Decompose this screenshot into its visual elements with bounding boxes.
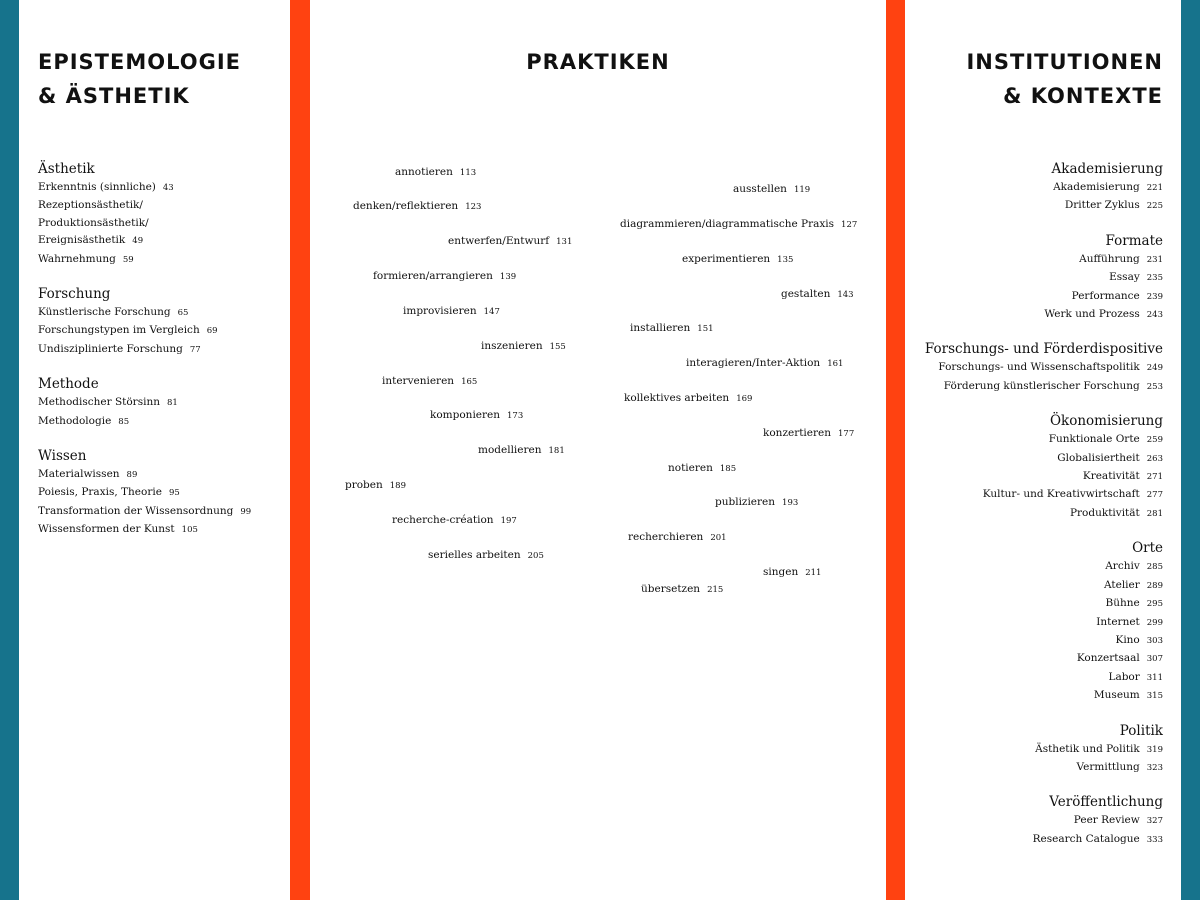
page-number: 99 <box>240 506 252 517</box>
page-number: 303 <box>1146 635 1163 646</box>
entry-label: Performance <box>1071 289 1140 302</box>
entry-label: Internet <box>1096 615 1140 628</box>
entry-label: Atelier <box>1103 578 1140 591</box>
index-group <box>901 340 1163 396</box>
index-entry <box>38 484 283 502</box>
group-title: Orte <box>1132 540 1163 557</box>
index-entry <box>901 650 1163 668</box>
practice-entry <box>448 234 572 249</box>
index-entry <box>38 521 283 539</box>
group-title: Akademisierung <box>1051 161 1163 177</box>
page-number: 169 <box>736 394 753 404</box>
entry-label: ausstellen <box>733 183 787 195</box>
page-number: 59 <box>122 254 134 265</box>
index-entry <box>901 179 1163 197</box>
entry-label: Peer Review <box>1073 814 1140 827</box>
practice-entry <box>781 287 854 302</box>
page-number: 113 <box>459 168 477 178</box>
page-number: 49 <box>132 236 144 247</box>
heading-institutionen <box>966 45 1163 113</box>
index-group <box>901 232 1163 325</box>
entry-label: Werk und Prozess <box>1044 308 1140 321</box>
entry-label: Kultur- und Kreativwirtschaft <box>982 488 1140 501</box>
index-group <box>901 722 1163 778</box>
page-number: 135 <box>777 255 794 265</box>
page-number: 239 <box>1146 291 1163 302</box>
entry-label: komponieren <box>430 409 501 421</box>
index-group <box>901 160 1163 216</box>
group-title: Wissen <box>38 448 87 465</box>
entry-label: interagieren/Inter-Aktion <box>686 357 821 369</box>
entry-label: Labor <box>1108 670 1140 683</box>
page-number: 249 <box>1146 363 1163 374</box>
entry-label: Konzertsaal <box>1076 652 1140 665</box>
entry-label: publizieren <box>715 496 776 508</box>
entry-label: Transformation der Wissensordnung <box>38 504 234 517</box>
page-number: 271 <box>1146 472 1163 483</box>
practice-entry <box>345 478 406 493</box>
index-group <box>38 160 283 269</box>
page-number: 323 <box>1146 762 1163 773</box>
heading-line: PRAKTIKEN <box>526 50 670 74</box>
page-number: 89 <box>126 470 138 481</box>
index-entry <box>38 503 283 521</box>
entry-label: Kino <box>1115 633 1140 646</box>
page-number: 327 <box>1146 816 1163 827</box>
index-group <box>38 285 283 359</box>
page-number: 277 <box>1146 490 1163 501</box>
page-number: 177 <box>838 429 855 439</box>
practice-entry <box>682 252 793 267</box>
practice-entry <box>382 374 477 389</box>
page-number: 211 <box>805 568 822 578</box>
practice-entry <box>478 443 565 458</box>
practice-entry <box>628 530 727 545</box>
index-entry <box>38 215 283 232</box>
page-number: 173 <box>507 411 524 421</box>
index-entry <box>901 269 1163 287</box>
group-title: Formate <box>1105 232 1163 249</box>
page-number: 147 <box>483 307 500 317</box>
entry-label: Wahrnehmung <box>38 252 116 265</box>
practice-entry <box>428 548 544 563</box>
left-teal-stripe <box>0 0 19 900</box>
group-title: Forschungs- und Förderdispositive <box>924 341 1163 358</box>
group-title: Methode <box>38 376 99 393</box>
index-entry <box>38 394 283 412</box>
entry-label: Archiv <box>1105 560 1140 573</box>
heading-praktiken <box>310 45 886 79</box>
entry-label: experimentieren <box>682 253 771 265</box>
index-entry <box>901 431 1163 449</box>
entry-label: kollektives arbeiten <box>624 392 730 404</box>
page-number: 127 <box>841 220 858 230</box>
entry-label: denken/reflektieren <box>353 200 459 212</box>
group-title: Ästhetik <box>38 161 95 177</box>
page-number: 119 <box>793 185 811 195</box>
index-group <box>38 375 283 431</box>
orange-stripe-1 <box>290 0 310 900</box>
page-number: 215 <box>707 585 724 595</box>
entry-label: Methodologie <box>38 414 112 427</box>
practice-entry <box>353 199 481 214</box>
page-number: 105 <box>181 525 198 536</box>
entry-label: inszenieren <box>481 340 543 352</box>
index-entry <box>38 413 283 431</box>
practice-entry <box>392 513 517 528</box>
entry-label: Rezeptionsästhetik/ <box>38 199 143 212</box>
practice-entry <box>373 269 516 284</box>
entry-label: Produktivität <box>1069 506 1140 519</box>
index-entry <box>901 468 1163 486</box>
page-number: 205 <box>527 551 544 561</box>
index-entry <box>901 378 1163 396</box>
entry-label: Materialwissen <box>38 468 120 481</box>
practice-entry <box>630 321 714 336</box>
page-number: 253 <box>1146 381 1163 392</box>
page-number: 315 <box>1146 691 1163 702</box>
entry-label: intervenieren <box>382 375 455 387</box>
index-entry <box>901 687 1163 705</box>
practice-entry <box>733 182 810 197</box>
right-teal-stripe <box>1181 0 1200 900</box>
index-entry <box>901 614 1163 632</box>
entry-label: Kreativität <box>1082 470 1140 483</box>
entry-label: Forschungstypen im Vergleich <box>38 324 200 337</box>
page-number: 289 <box>1146 580 1163 591</box>
index-entry <box>901 632 1163 650</box>
page-number: 185 <box>719 464 737 474</box>
practice-entry <box>763 426 854 441</box>
page-number: 155 <box>549 342 566 352</box>
entry-label: Erkenntnis (sinnliche) <box>38 181 156 193</box>
index-entry <box>38 341 283 359</box>
page-number: 161 <box>827 359 844 369</box>
page-number: 259 <box>1146 435 1163 446</box>
index-entry <box>38 466 283 484</box>
entry-label: diagrammieren/diagrammatische Praxis <box>620 218 835 230</box>
page-number: 307 <box>1146 654 1163 665</box>
entry-label: Museum <box>1093 689 1140 702</box>
practice-entry <box>668 461 736 476</box>
entry-label: Wissensformen der Kunst <box>38 523 175 536</box>
entry-label: Research Catalogue <box>1032 832 1140 845</box>
heading-line: & KONTEXTE <box>1003 84 1163 108</box>
entry-label: singen <box>763 566 799 578</box>
group-title: Ökonomisierung <box>1049 413 1163 430</box>
entry-label: Förderung künstlerischer Forschung <box>943 379 1140 392</box>
group-title: Politik <box>1119 722 1163 739</box>
index-entry <box>901 595 1163 613</box>
index-entry <box>901 759 1163 777</box>
index-entry <box>901 251 1163 269</box>
entry-label: Poiesis, Praxis, Theorie <box>38 486 162 499</box>
entry-label: Dritter Zyklus <box>1064 199 1140 212</box>
practice-entry <box>430 408 523 423</box>
entry-label: Essay <box>1109 271 1140 284</box>
index-entry <box>38 251 283 269</box>
page-number: 85 <box>118 416 130 427</box>
index-entry <box>901 741 1163 759</box>
page-number: 131 <box>556 237 573 247</box>
entry-label: Methodischer Störsinn <box>38 396 160 409</box>
epistemologie-column <box>38 160 283 556</box>
index-entry <box>901 577 1163 595</box>
practice-entry <box>403 304 500 319</box>
index-entry <box>901 812 1163 830</box>
page-number: 151 <box>697 324 714 334</box>
entry-label: Vermittlung <box>1076 760 1140 773</box>
page-number: 243 <box>1146 310 1163 321</box>
page-number: 333 <box>1146 834 1163 845</box>
entry-label: Undisziplinierte Forschung <box>38 342 183 355</box>
entry-label: Aufführung <box>1079 252 1140 265</box>
practice-entry <box>395 165 476 180</box>
page-number: 235 <box>1146 273 1163 284</box>
entry-label: gestalten <box>781 288 831 300</box>
entry-label: entwerfen/Entwurf <box>448 235 550 247</box>
page-number: 181 <box>548 446 565 456</box>
entry-label: Produktionsästhetik/ <box>38 216 149 229</box>
entry-label: Bühne <box>1105 597 1140 610</box>
practice-entry <box>686 356 843 371</box>
index-group <box>901 412 1163 523</box>
group-title: Forschung <box>38 286 111 303</box>
index-entry <box>901 306 1163 324</box>
index-entry <box>38 197 283 214</box>
practice-entry <box>624 391 752 406</box>
page-number: 165 <box>461 377 478 387</box>
index-entry <box>38 232 283 250</box>
entry-label: proben <box>345 479 383 491</box>
index-entry <box>901 450 1163 468</box>
entry-label: konzertieren <box>763 427 831 439</box>
page-number: 319 <box>1146 744 1163 755</box>
page-number: 281 <box>1146 508 1163 519</box>
entry-label: recherchieren <box>628 531 704 543</box>
entry-label: übersetzen <box>641 583 701 595</box>
entry-label: Globalisiertheit <box>1057 451 1140 464</box>
practice-entry <box>763 565 821 580</box>
entry-label: Ästhetik und Politik <box>1035 742 1140 755</box>
entry-label: Forschungs- und Wissenschaftspolitik <box>938 361 1140 374</box>
heading-epistemologie <box>38 45 241 113</box>
entry-label: improvisieren <box>403 305 477 317</box>
page-number: 263 <box>1146 453 1163 464</box>
page-number: 285 <box>1146 562 1163 573</box>
index-group <box>901 539 1163 705</box>
page-number: 201 <box>710 533 727 543</box>
heading-line: EPISTEMOLOGIE <box>38 50 241 74</box>
page-number: 299 <box>1146 617 1163 628</box>
index-group <box>38 447 283 540</box>
page-number: 77 <box>189 344 201 355</box>
index-entry <box>901 359 1163 377</box>
practice-entry <box>620 217 857 232</box>
page-number: 295 <box>1146 599 1163 610</box>
practice-entry <box>481 339 566 354</box>
page-number: 95 <box>168 488 180 499</box>
index-entry <box>901 558 1163 576</box>
practice-entry <box>715 495 798 510</box>
entry-label: installieren <box>630 322 691 334</box>
entry-label: Künstlerische Forschung <box>38 306 171 319</box>
page-number: 221 <box>1146 183 1163 193</box>
page-number: 197 <box>500 516 517 526</box>
index-entry <box>901 486 1163 504</box>
page-number: 65 <box>177 308 189 319</box>
page-number: 81 <box>166 398 178 409</box>
entry-label: Ereignisästhetik <box>38 234 126 247</box>
index-entry <box>901 505 1163 523</box>
entry-label: Akademisierung <box>1053 181 1140 193</box>
page-number: 69 <box>206 326 218 337</box>
entry-label: notieren <box>668 462 713 474</box>
page-number: 189 <box>389 481 406 491</box>
entry-label: modellieren <box>478 444 542 456</box>
entry-label: Funktionale Orte <box>1048 433 1140 446</box>
index-group <box>901 793 1163 849</box>
heading-line: & ÄSTHETIK <box>38 84 190 108</box>
page-number: 193 <box>782 498 799 508</box>
index-entry <box>901 831 1163 849</box>
page-number: 123 <box>465 202 482 212</box>
entry-label: serielles arbeiten <box>428 549 521 561</box>
page-number: 139 <box>499 272 517 282</box>
entry-label: annotieren <box>395 166 453 178</box>
practice-entry <box>641 582 723 597</box>
page-number: 143 <box>837 290 854 300</box>
page-number: 311 <box>1146 672 1163 683</box>
entry-label: recherche-création <box>392 514 494 526</box>
heading-line: INSTITUTIONEN <box>966 50 1163 74</box>
index-entry <box>901 197 1163 215</box>
institutionen-column <box>901 160 1163 865</box>
group-title: Veröffentlichung <box>1049 794 1163 811</box>
page-number: 231 <box>1146 254 1163 265</box>
entry-label: formieren/arrangieren <box>373 270 493 282</box>
index-entry <box>901 288 1163 306</box>
index-entry <box>38 322 283 340</box>
index-entry <box>38 179 283 197</box>
page-number: 225 <box>1146 201 1163 212</box>
index-entry <box>901 669 1163 687</box>
page-number: 43 <box>162 183 174 193</box>
index-entry <box>38 304 283 322</box>
